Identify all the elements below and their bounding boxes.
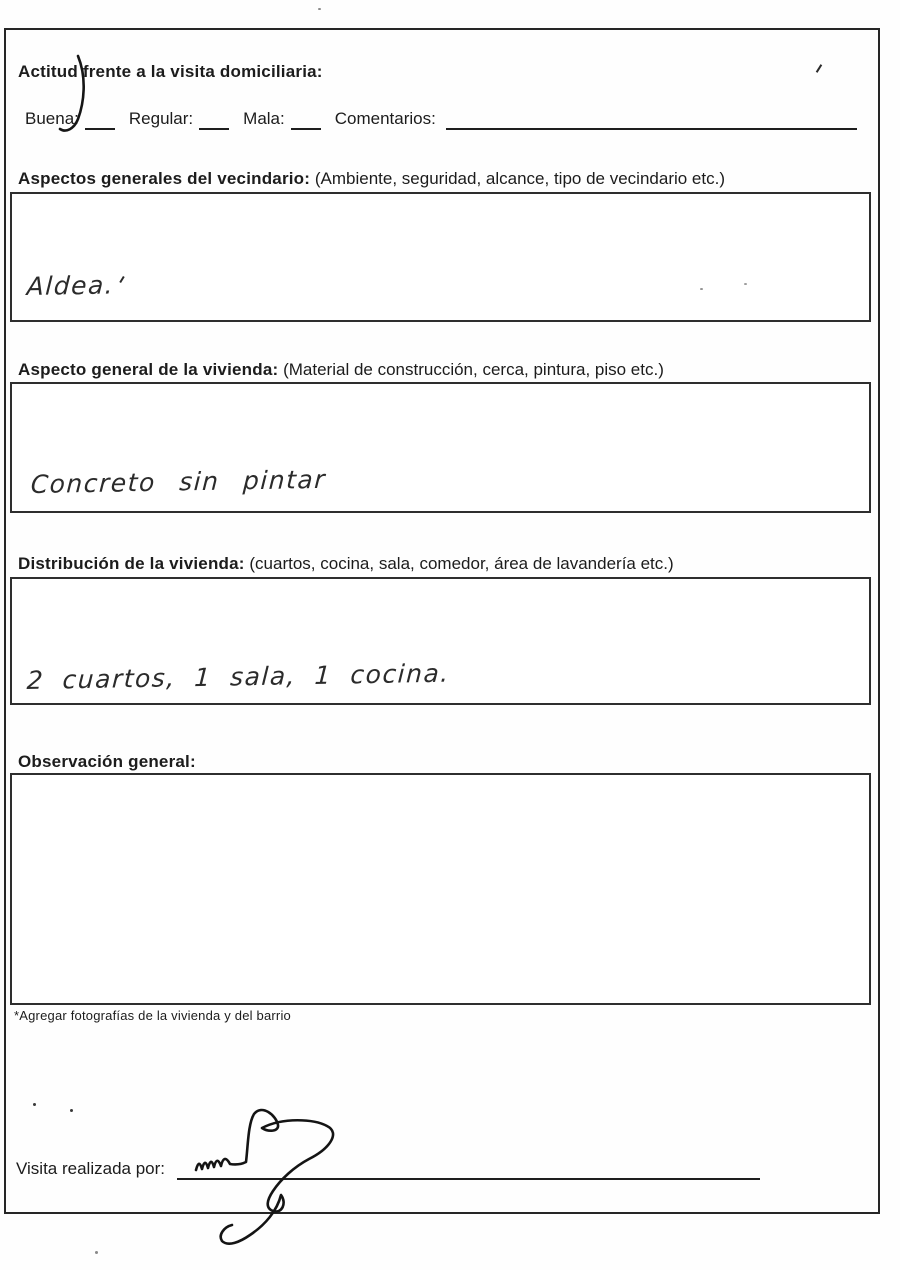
photos-footnote: *Agregar fotografías de la vivienda y del barrio (14, 1008, 291, 1023)
scan-speck (744, 283, 747, 285)
section-vivienda-hint: (Material de construcción, cerca, pintura, piso etc.) (283, 360, 664, 379)
vivienda-handwritten-value: Concreto sin pintar (30, 464, 327, 499)
option-mala-field[interactable] (291, 108, 321, 130)
option-regular-field[interactable] (199, 108, 229, 130)
scan-speck (318, 8, 321, 10)
section-vivienda-label (18, 360, 664, 380)
comentarios-field[interactable] (446, 108, 857, 130)
section-distribucion-hint: (cuartos, cocina, sala, comedor, área de lavandería etc.) (249, 554, 674, 573)
vecindario-handwritten-value: Aldea. (26, 270, 116, 301)
scan-speck (95, 1251, 98, 1254)
section-observacion-textbox[interactable] (10, 773, 871, 1005)
section-vivienda-title: Aspecto general de la vivienda: (18, 360, 279, 379)
visited-by-label: Visita realizada por: (16, 1159, 165, 1178)
section-vecindario-hint: (Ambiente, seguridad, alcance, tipo de vecindario etc.) (314, 169, 725, 188)
option-buena-label: Buena: (25, 109, 79, 128)
option-mala-label: Mala: (243, 109, 285, 128)
distribucion-handwritten-value: 2 cuartos, 1 sala, 1 cocina. (26, 658, 451, 695)
scan-speck (70, 1109, 73, 1112)
scan-speck (700, 288, 703, 290)
section-vecindario-label (18, 169, 725, 189)
section-vecindario-textbox[interactable] (10, 192, 871, 322)
comentarios-label: Comentarios: (334, 109, 436, 128)
option-regular-label: Regular: (128, 109, 194, 128)
scan-speck (33, 1103, 36, 1106)
section-distribucion-label (18, 554, 674, 574)
option-buena-field[interactable] (85, 108, 115, 130)
attitude-row (25, 108, 857, 130)
section-distribucion-title: Distribución de la vivienda: (18, 554, 245, 573)
visited-by-field[interactable] (177, 1158, 760, 1180)
section-observacion-label (18, 752, 196, 772)
section-vecindario-title: Aspectos generales del vecindario: (18, 169, 311, 188)
attitude-title: Actitud frente a la visita domiciliaria: (18, 62, 323, 81)
section-observacion-title: Observación general: (18, 752, 196, 771)
visited-by-row (16, 1158, 760, 1180)
